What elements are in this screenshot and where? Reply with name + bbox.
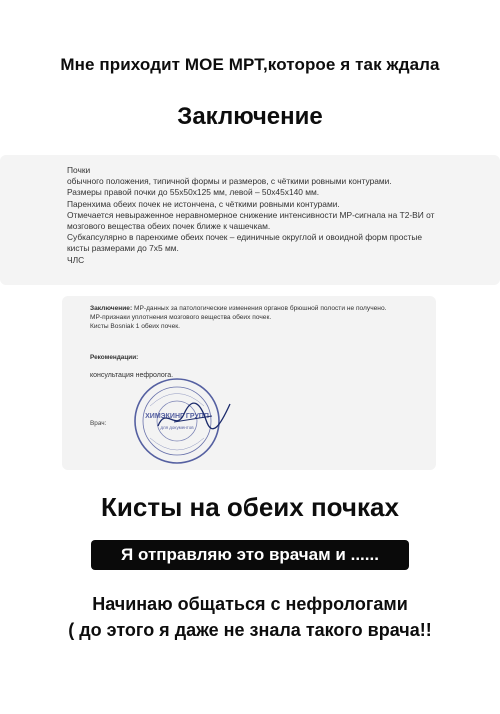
signature xyxy=(154,396,234,436)
stamp-sub-text: для документов xyxy=(160,425,194,430)
findings-line: Субкапсулярно в паренхиме обеих почек – единичные округлой и овоидной форм простые xyxy=(67,232,423,243)
doctor-label: Врач: xyxy=(90,420,107,427)
findings-line: ЧЛС xyxy=(67,254,85,265)
findings-line: Почки xyxy=(67,165,91,175)
conclusion-label: Заключение: xyxy=(90,305,133,312)
findings-line: Размеры правой почки до 55х50х125 мм, левой – 50х45х140 мм. xyxy=(67,187,320,198)
conclusion-text xyxy=(90,304,386,331)
conclusion-line-1: МР-данных за патологические изменения органов брюшной полости не получено. xyxy=(132,305,387,312)
findings-document xyxy=(0,155,500,285)
conclusion-line-3: Кисты Bosniak 1 обеих почек. xyxy=(90,323,180,330)
recommendations-label: Рекомендации: xyxy=(90,354,139,361)
findings-line: Паренхима обеих почек не истончена, с чёткими ровными контурами. xyxy=(67,198,340,209)
recommendations-text: консультация нефролога. xyxy=(90,372,174,379)
subheading: Кисты на обеих почках xyxy=(101,492,399,522)
caption-banner: Я отправляю это врачам и ...... xyxy=(91,540,409,570)
bottom-text-line-1: Начинаю общаться с нефрологами xyxy=(92,594,408,614)
findings-text xyxy=(67,165,434,266)
stamp-center-text: ХИМЭКИНГ ГРУПП xyxy=(145,413,209,420)
findings-line: кисты размерами до 7х5 мм. xyxy=(67,243,179,254)
page-title: Заключение xyxy=(177,103,323,130)
bottom-text-line-2: ( до этого я даже не знала такого врача!! xyxy=(68,620,432,640)
findings-line: обычного положения, типичной формы и размеров, с чёткими ровными контурами. xyxy=(67,176,392,187)
findings-line: мозгового вещества обеих почек ближе к чашечкам. xyxy=(67,221,271,232)
top-caption: Мне приходит МОЕ МРТ,которое я так ждала xyxy=(60,55,440,74)
findings-line: Отмечается невыраженное неравномерное снижение интенсивности МР-сигнала на Т2-ВИ от xyxy=(67,209,435,220)
conclusion-line-2: МР-признаки уплотнения мозгового вещества обеих почек. xyxy=(90,314,272,321)
conclusion-document xyxy=(62,296,436,470)
conclusion-line xyxy=(90,304,386,313)
